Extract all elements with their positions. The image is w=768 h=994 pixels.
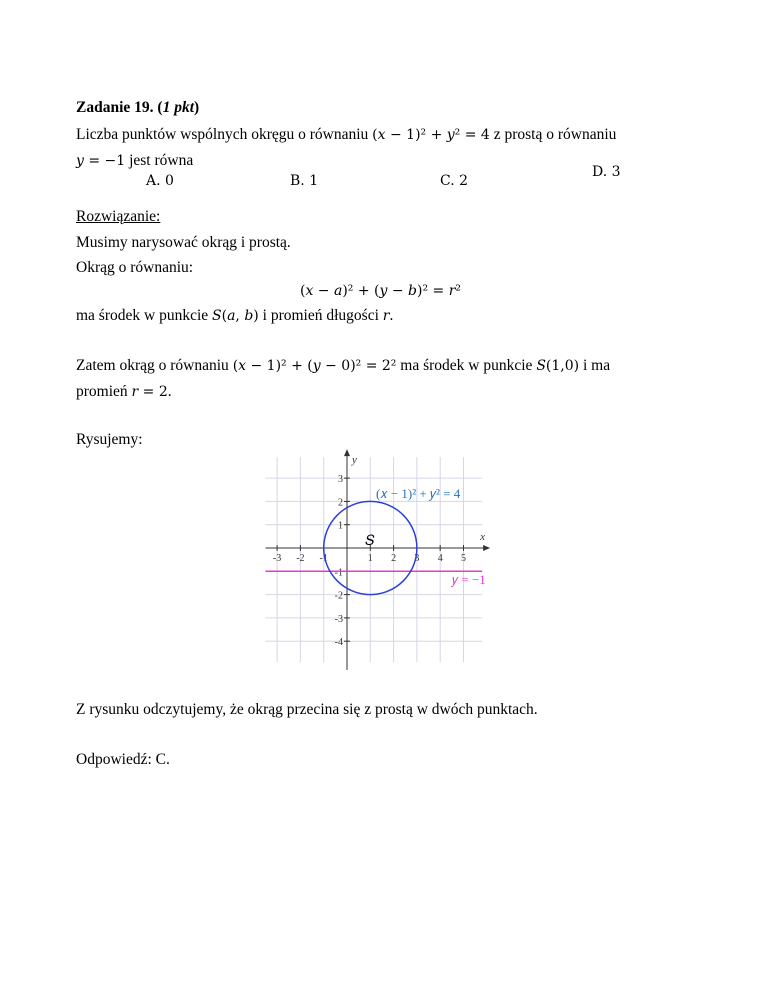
option-b: B. 1 [290,173,319,189]
y-tick-label: -4 [334,637,343,649]
question-line-equation: 𝑦 = −1 [76,153,126,169]
question-text-1: Liczba punktów wspólnych okręgu o równaniu [76,126,369,143]
solution-line-4 [76,356,610,376]
circle-equation-label: (𝑥 − 1)² + 𝑦² = 4 [376,486,461,501]
y-axis-label: y [352,454,357,467]
solution-heading: Rozwiązanie: [76,208,161,225]
solution-line-1: Musimy narysować okrąg i prostą. [76,234,291,251]
y-tick-label: -3 [334,613,343,625]
x-tick-label: 1 [367,553,373,564]
line3-text-a: ma środek w punkcie [76,307,209,324]
y-tick-label: 1 [338,520,343,532]
y-axis-arrow [344,449,350,456]
x-tick-label: 4 [437,553,443,564]
x-tick-label: -2 [296,553,305,564]
solution-line-3 [76,306,393,326]
y-tick-label: -2 [334,590,343,602]
line4-text-b: ma środek w punkcie [400,357,533,374]
line3-center-general: 𝑆(𝑎, 𝑏) [212,308,259,324]
question-line-2 [76,151,193,171]
line3-radius-general: 𝑟 [382,308,390,324]
x-tick-label: -3 [272,553,282,564]
line4-text-a: Zatem okrąg o równaniu [76,357,229,374]
question-circle-equation: (𝑥 − 1)² + 𝑦² = 4 [372,127,490,143]
x-axis-arrow [483,545,490,551]
center-label: 𝑆 [365,534,375,549]
line-equation-label: 𝑦 = −1 [452,572,486,587]
draw-label: Rysujemy: [76,431,143,448]
line5-text-c: . [167,383,172,400]
y-tick-label: 3 [338,474,343,486]
y-tick-label: 2 [338,497,343,509]
solution-line-5 [76,382,172,402]
x-tick-label: 3 [414,553,420,564]
line5-text-a: promień [76,383,128,400]
conclusion: Z rysunku odczytujemy, że okrąg przecina się z prostą w dwóch punktach. [76,701,538,718]
option-a: A. 0 [146,173,174,189]
line3-text-c: . [389,307,394,324]
question-line-1 [76,125,616,145]
line3-text-b: i promień długości [262,307,379,324]
x-tick-label: 2 [391,553,397,564]
task-title-suffix: ) [194,99,200,116]
graph-labels [351,454,486,587]
option-d: D. 3 [592,164,621,180]
general-circle-equation: (𝑥 − 𝑎)² + (𝑦 − 𝑏)² = 𝑟² [300,283,462,299]
question-text-2: z prostą o równaniu [493,126,617,143]
y-tick-label: -1 [334,567,343,579]
coordinate-graph [240,440,520,670]
answer: Odpowiedź: C. [76,751,170,768]
task-title-prefix: Zadanie 19. ( [76,99,163,116]
solution-line-2: Okrąg o równaniu: [76,259,194,276]
line4-center: 𝑆(1,0) [536,358,580,374]
option-c: C. 2 [440,173,469,189]
x-axis-label: x [480,531,486,543]
task-title [76,98,199,118]
task-points: 1 pkt [162,99,194,116]
x-tick-label: 5 [461,553,466,564]
line5-radius: 𝑟 = 2 [131,384,168,400]
question-text-3: jest równa [129,152,194,169]
x-tick-label: -1 [319,553,328,564]
line4-equation: (𝑥 − 1)² + (𝑦 − 0)² = 2² [232,358,397,374]
line4-text-c: i ma [582,357,611,374]
